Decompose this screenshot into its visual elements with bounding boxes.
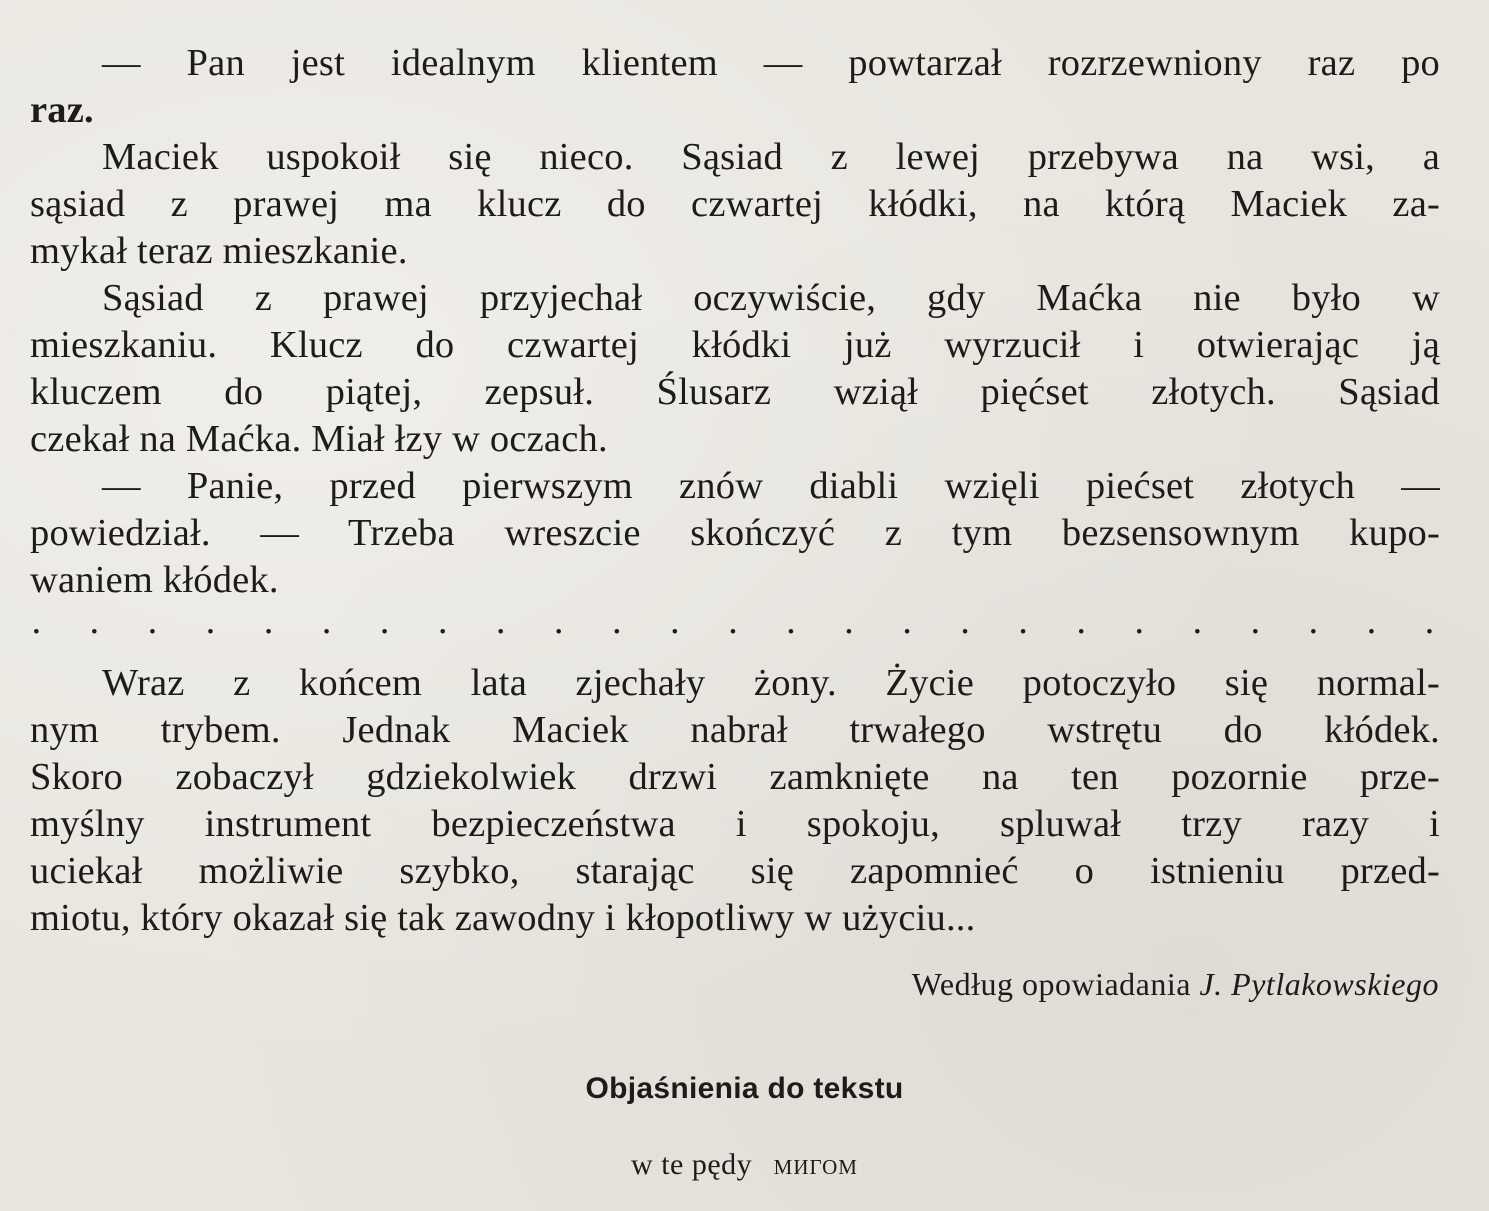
- separator-dot: ·: [1423, 611, 1436, 653]
- text-line: sąsiad z prawej ma klucz do czwartej kłódki, na którą Maciek za-: [30, 183, 1440, 225]
- separator-dot: ·: [204, 611, 217, 653]
- separator-dot: ·: [552, 611, 566, 653]
- separator-dot: ·: [1190, 611, 1204, 653]
- separator-dot: ·: [726, 611, 740, 653]
- explanation-meaning: мигом: [773, 1148, 858, 1181]
- separator-dot: ·: [1307, 611, 1320, 653]
- separator-dot: ·: [784, 611, 798, 653]
- text-line: waniem kłódek.: [30, 559, 279, 601]
- separator-dot: ·: [958, 611, 972, 653]
- text-line: myślny instrument bezpieczeństwa i spokoju, spluwał trzy razy i: [30, 803, 1440, 845]
- text-line: Skoro zobaczył gdziekolwiek drzwi zamknięte na ten pozornie prze-: [30, 756, 1440, 798]
- text-line: nym trybem. Jednak Maciek nabrał trwałego wstrętu do kłódek.: [30, 709, 1440, 751]
- separator-dot: ·: [900, 611, 914, 653]
- separator-dot: ·: [320, 611, 333, 653]
- attribution-prefix: Według opowiadania: [911, 966, 1191, 1002]
- separator-dot: ·: [262, 611, 275, 653]
- text-line: Sąsiad z prawej przyjechał oczywiście, gdy Maćka nie było w: [102, 277, 1440, 319]
- text-line: — Pan jest idealnym klientem — powtarzał rozrzewniony raz po: [102, 42, 1440, 84]
- text-line: Wraz z końcem lata zjechały żony. Życie potoczyło się normal-: [102, 662, 1440, 704]
- separator-dot: ·: [1074, 611, 1088, 653]
- text-line: raz.: [30, 89, 94, 131]
- text-line: kluczem do piątej, zepsuł. Ślusarz wziął pięćset złotych. Sąsiad: [30, 371, 1440, 413]
- separator-dot: ·: [436, 611, 449, 653]
- separator-dot: ·: [1016, 611, 1030, 653]
- explanations-title: Objaśnienia do tekstu: [585, 1072, 904, 1105]
- story-text: [30, 40, 1440, 942]
- separator-dot: ·: [842, 611, 856, 653]
- text-line: powiedział. — Trzeba wreszcie skończyć z tym bezsensownym kupo-: [30, 512, 1440, 554]
- separator-dot: ·: [610, 611, 624, 653]
- text-line: uciekał możliwie szybko, starając się zapomnieć o istnieniu przed-: [30, 850, 1440, 892]
- separator-dot: ·: [378, 611, 391, 653]
- paragraph-3: [30, 275, 1440, 463]
- separator-dot: ·: [1365, 611, 1378, 653]
- paragraph-5: [30, 660, 1440, 942]
- separator-dot: ·: [88, 611, 101, 653]
- separator-dot: ·: [30, 611, 43, 653]
- text-line: mykał teraz mieszkanie.: [30, 230, 408, 272]
- text-line: — Panie, przed pierwszym znów diabli wzięli piećset złotych —: [102, 465, 1440, 507]
- separator-dot: ·: [668, 611, 682, 653]
- text-line: czekał na Maćka. Miał łzy w oczach.: [30, 418, 608, 460]
- paragraph-4: [30, 463, 1440, 604]
- text-line: mieszkaniu. Klucz do czwartej kłódki już wyrzucił i otwierając ją: [30, 324, 1440, 366]
- attribution: [912, 966, 1439, 1003]
- text-line: miotu, który okazał się tak zawodny i kłopotliwy w użyciu...: [30, 897, 976, 939]
- explanation-term: w te pędy: [631, 1148, 753, 1181]
- section-separator: [30, 604, 1440, 660]
- text-line: Maciek uspokoił się nieco. Sąsiad z lewej przebywa na wsi, a: [102, 136, 1440, 178]
- explanation-entry: [0, 1148, 1489, 1182]
- separator-dot: ·: [146, 611, 159, 653]
- paragraph-1: [30, 40, 1440, 134]
- separator-dot: ·: [1248, 611, 1262, 653]
- separator-dot: ·: [494, 611, 508, 653]
- attribution-author: J. Pytlakowskiego: [1199, 966, 1439, 1002]
- paragraph-2: [30, 134, 1440, 275]
- separator-dot: ·: [1132, 611, 1146, 653]
